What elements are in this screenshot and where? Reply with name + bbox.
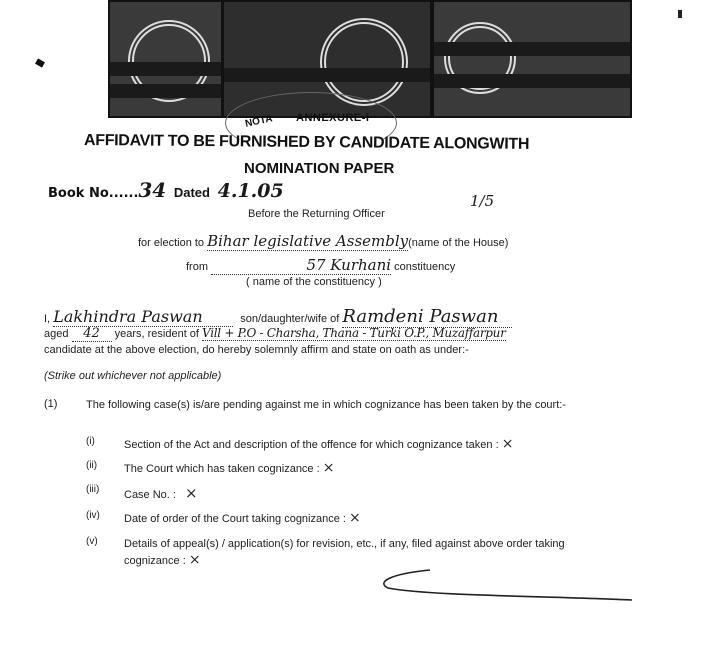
revenue-stamp-left <box>108 0 223 118</box>
dated-label: Dated <box>173 185 210 200</box>
affidavit-title-line2: NOMINATION PAPER <box>244 160 395 177</box>
revenue-stamp-right <box>432 0 632 118</box>
item-i-label: Section of the Act and description of the offence for which cognizance taken : <box>124 439 499 451</box>
affirm-statement: candidate at the above election, do hereby solemnly affirm and state on oath as under:- <box>44 344 469 356</box>
item-iii-text <box>124 484 198 502</box>
constituency-value: 57 Kurhani <box>211 256 391 275</box>
son-of-label: son/daughter/wife of <box>240 313 340 325</box>
candidate-name-value: Lakhindra Paswan <box>53 307 233 327</box>
item-ii-text <box>124 460 334 476</box>
years-resident-label: years, resident of <box>114 328 199 340</box>
strike-note: (Strike out whichever not applicable) <box>44 370 222 382</box>
i-prefix: I, <box>44 313 51 325</box>
constituency-suffix: constituency <box>394 261 456 273</box>
nota-text: NOTA <box>244 113 274 130</box>
item-iii-number: (iii) <box>86 484 100 495</box>
item-i-number: (i) <box>86 436 95 447</box>
item-i-mark: × <box>501 436 514 452</box>
item-v-number: (v) <box>86 536 98 547</box>
address-value: Vill + P.O - Charsha, Thana - Turki O.P., Muzaffarpur <box>202 326 506 340</box>
item-iv-number: (iv) <box>86 510 100 521</box>
signature-stroke <box>370 566 640 606</box>
item-iv-mark: × <box>349 510 361 526</box>
from-label: from <box>186 261 208 273</box>
item-iv-label: Date of order of the Court taking cognizance : <box>124 513 346 525</box>
item-ii-number: (ii) <box>86 460 98 471</box>
item-ii-mark: × <box>322 460 335 476</box>
name-of-constituency: ( name of the constituency ) <box>246 276 382 288</box>
scan-speck <box>678 10 682 18</box>
book-number-value: 34 <box>138 178 167 202</box>
item-v-text <box>124 536 614 569</box>
item-ii-label: The Court which has taken cognizance : <box>124 463 320 475</box>
aged-label: aged <box>44 328 69 340</box>
item-v-label: Details of appeal(s) / application(s) for revision, etc., if any, filed against above order taking cognizance : <box>124 538 565 567</box>
dated-value: 4.1.05 <box>217 180 284 202</box>
scan-speck <box>35 58 45 67</box>
annexure-label: ANNEXURE-I <box>296 112 370 124</box>
for-election-label: for election to <box>138 237 205 249</box>
from-row <box>186 256 455 275</box>
age-address-row <box>44 326 704 342</box>
affidavit-title-line1: AFFIDAVIT TO BE FURNISHED BY CANDIDATE ALONGWITH <box>83 132 530 153</box>
section-1-number: (1) <box>44 398 58 410</box>
election-row <box>138 232 508 251</box>
before-returning-officer: Before the Returning Officer <box>248 208 385 220</box>
item-i-text <box>124 436 513 452</box>
item-iii-mark: × <box>185 484 198 502</box>
book-number-row <box>48 178 284 202</box>
section-1-text: The following case(s) is/are pending against me in which cognizance has been taken by the court:- <box>86 399 566 411</box>
page-mark: 1/5 <box>470 192 495 210</box>
father-name-value: Ramdeni Paswan <box>342 306 512 328</box>
item-iv-text <box>124 510 361 526</box>
house-suffix: (name of the House) <box>408 237 509 249</box>
item-v-mark: × <box>188 552 201 568</box>
house-name-value: Bihar legislative Assembly <box>207 232 409 250</box>
age-value: 42 <box>72 326 112 342</box>
item-iii-label: Case No. : <box>124 489 176 501</box>
book-number-label: Book No...... <box>48 186 139 201</box>
candidate-name-row <box>44 306 694 328</box>
